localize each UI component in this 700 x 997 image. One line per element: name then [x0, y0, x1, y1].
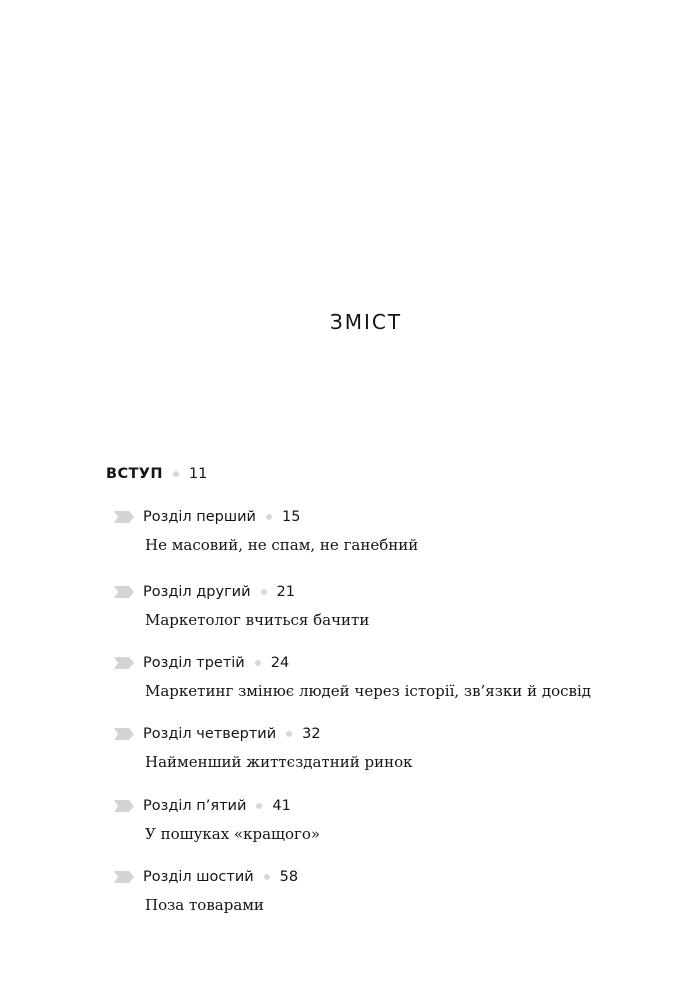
chapter-page-number: 24 [270, 655, 290, 671]
separator-dot-icon [264, 874, 270, 880]
separator-dot-icon [255, 660, 261, 666]
chapter-subtitle: Маркетолог вчиться бачити [145, 611, 370, 629]
chapter-page-number: 58 [279, 869, 299, 885]
chevron-right-icon [114, 511, 134, 523]
chapter-label: Розділ третій [143, 655, 245, 671]
intro-entry [106, 466, 207, 482]
chapter-subtitle: Не масовий, не спам, не ганебний [145, 536, 419, 554]
chapter-page-number: 41 [272, 798, 291, 814]
chapter-label: Розділ четвертий [143, 726, 277, 742]
chapter-page-number: 32 [302, 726, 321, 742]
separator-dot-icon [256, 803, 262, 809]
chevron-right-icon [114, 728, 134, 740]
chapter-label: Розділ п’ятий [143, 798, 247, 814]
chapter-label: Розділ шостий [143, 869, 254, 885]
separator-dot-icon [261, 589, 267, 595]
chapter-subtitle: Поза товарами [145, 896, 264, 914]
chevron-right-icon [114, 800, 134, 812]
chapter-label: Розділ другий [143, 584, 251, 600]
chevron-right-icon [114, 586, 134, 598]
intro-label: ВСТУП [106, 466, 163, 482]
intro-page-number: 11 [188, 466, 208, 482]
separator-dot-icon [173, 471, 179, 477]
chevron-right-icon [114, 657, 134, 669]
chapter-subtitle: Найменший життєздатний ринок [145, 753, 413, 771]
chevron-right-icon [114, 871, 134, 883]
page-title: ЗМІСТ [329, 310, 403, 334]
chapter-page-number: 21 [276, 584, 295, 600]
separator-dot-icon [286, 731, 292, 737]
chapter-page-number: 15 [281, 509, 301, 525]
chapter-label: Розділ перший [143, 509, 256, 525]
separator-dot-icon [266, 514, 272, 520]
chapter-subtitle: Маркетинг змінює людей через історії, зв’язки й досвід [145, 682, 591, 700]
chapter-subtitle: У пошуках «кращого» [145, 825, 321, 843]
